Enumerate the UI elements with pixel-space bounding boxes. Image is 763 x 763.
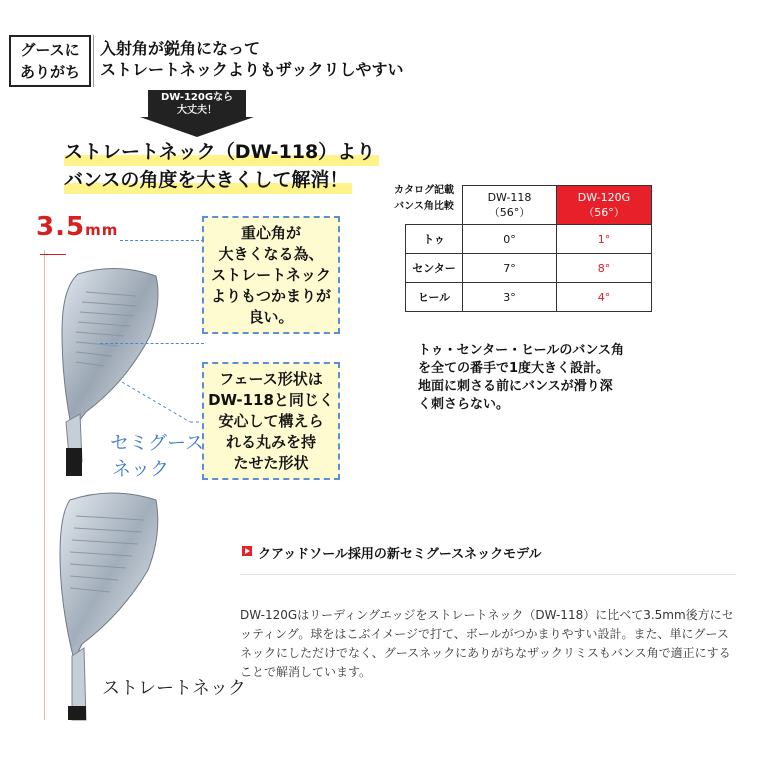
bounce-line: トゥ・センター・ヒールのバンス角 xyxy=(418,343,624,358)
box1-line: ストレートネック xyxy=(211,265,331,284)
section-divider xyxy=(240,574,736,575)
dimension-value: 3.5 xyxy=(36,212,86,242)
callout-line-semi xyxy=(120,380,210,430)
bounce-line: く刺さらない。 xyxy=(418,397,510,412)
box1-line: 大きくなる為、 xyxy=(218,244,324,263)
badge xyxy=(148,90,246,118)
box2-line: 安心して構えら xyxy=(218,411,324,430)
table-row: トゥ 0° 1° xyxy=(406,225,652,254)
dimension-guide-line xyxy=(44,250,45,720)
table-corner xyxy=(406,186,463,225)
table-caption-line1: カタログ記載 xyxy=(394,185,454,196)
tag-line1: グースに xyxy=(20,41,80,59)
section-title: クアッドソール採用の新セミグースネックモデル xyxy=(258,547,542,562)
tag-box xyxy=(9,35,91,87)
box1-line: よりもつかまりが xyxy=(210,286,331,305)
tag-line2: ありがち xyxy=(19,63,80,81)
table-header-dw118: DW-118 （56°） xyxy=(463,186,557,225)
box2-line: たせた形状 xyxy=(233,453,309,472)
feature-box-face-shape xyxy=(202,362,340,480)
headline-line1: ストレートネック（DW-118）より xyxy=(64,138,379,166)
box2-line: DW-118と同じく xyxy=(208,390,334,409)
callout-line-mid xyxy=(100,343,204,344)
table-row: ヒール 3° 4° xyxy=(406,283,652,312)
feature-box-center-angle xyxy=(202,216,340,334)
bounce-line: を全ての番手で1度大きく設計。 xyxy=(418,361,610,376)
table-caption-line2: バンス角比較 xyxy=(394,201,454,212)
box2-line: フェース形状は xyxy=(219,369,323,388)
semi-goose-label xyxy=(110,430,204,482)
headline xyxy=(64,138,379,194)
table-row: センター 7° 8° xyxy=(406,254,652,283)
bounce-line: 地面に刺さる前にバンスが滑り深 xyxy=(418,379,613,394)
dimension-unit: mm xyxy=(85,221,119,239)
header-divider xyxy=(93,35,94,87)
play-triangle-icon xyxy=(245,548,250,554)
bounce-description xyxy=(418,342,624,414)
dimension-arrow-icon xyxy=(40,254,66,255)
bounce-angle-table xyxy=(405,185,652,312)
box1-line: 重心角が xyxy=(240,223,301,242)
header-line2: ストレートネックよりもザックリしやすい xyxy=(100,60,404,79)
arrow-down-icon xyxy=(140,117,254,137)
badge-line2: 大丈夫！ xyxy=(177,105,217,116)
headline-line2: バンスの角度を大きくして解消！ xyxy=(64,166,352,194)
section-paragraph: DW-120Gはリーディングエッジをストレートネック（DW-118）に比べて3.5mm後方にセッティング。球をはこぶイメージで打て、ボールがつかまりやすい設計。また、単にグースネックにしただけでなく、グースネックにありがちなザックリミスもバンス角で適正にすることで解消しています。 xyxy=(240,608,734,679)
box2-line: れる丸みを持 xyxy=(225,432,316,451)
badge-line1: DW-120Gなら xyxy=(160,92,234,103)
table-header-dw120g: DW-120G （56°） xyxy=(557,186,652,225)
callout-line-top xyxy=(120,240,204,241)
semi-goose-label-line2: ネック xyxy=(112,458,170,480)
straight-neck-label: ストレートネック xyxy=(102,678,246,699)
box1-line: 良い。 xyxy=(248,307,294,326)
dimension-label xyxy=(36,212,118,242)
header-text xyxy=(100,38,404,80)
semi-goose-label-line1: セミグース xyxy=(110,432,205,454)
header-line1: 入射角が鋭角になって xyxy=(100,39,261,58)
